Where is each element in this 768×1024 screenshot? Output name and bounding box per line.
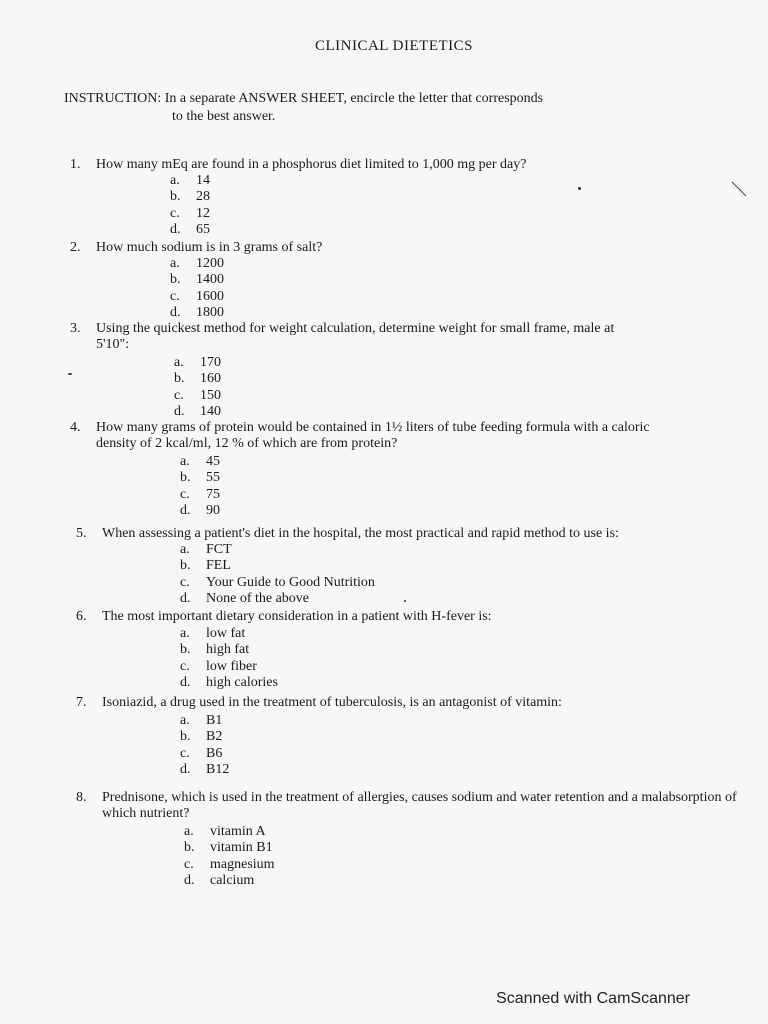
choice-c: c. magnesium: [184, 856, 275, 872]
instruction-line2: to the best answer.: [172, 109, 276, 124]
scan-speck: [578, 187, 581, 190]
choice-b: b. 160: [174, 371, 221, 387]
question-7: [76, 695, 716, 778]
choice-c: c. 150: [174, 387, 221, 403]
choice-d: d. 1800: [170, 304, 224, 320]
choice-b: b. high fat: [180, 642, 250, 658]
choice-a: a. 45: [180, 454, 220, 469]
choice-list: [170, 256, 670, 321]
choice-list: [184, 824, 746, 889]
choice-d: d. None of the above: [180, 590, 310, 606]
question-4: [70, 420, 670, 519]
question-5: [76, 526, 716, 607]
choice-d: d. high calories: [180, 674, 278, 690]
scan-speck: [68, 373, 72, 375]
choice-d: d. B12: [180, 761, 230, 777]
question-1: [70, 157, 670, 238]
question-number: 5.: [76, 526, 87, 541]
choice-d: d. calcium: [184, 872, 255, 888]
question-text: How much sodium is in 3 grams of salt?: [96, 240, 323, 255]
question-number: 4.: [70, 420, 81, 435]
instruction-line1: In a separate ANSWER SHEET, encircle the letter that corresponds: [164, 91, 544, 106]
question-text: When assessing a patient's diet in the hospital, the most practical and rapid method to use is:: [102, 526, 619, 541]
question-text: Using the quickest method for weight calculation, determine weight for small frame, male at 5'10":: [96, 321, 615, 352]
question-3: [70, 321, 640, 420]
choice-a: a. vitamin A: [184, 824, 266, 839]
question-number: 8.: [76, 790, 87, 805]
instruction-label: INSTRUCTION:: [64, 91, 162, 106]
question-text: The most important dietary consideration in a patient with H-fever is:: [102, 609, 492, 624]
choice-c: c. 12: [170, 205, 210, 221]
choice-list: [180, 713, 716, 778]
instruction-block: [64, 90, 624, 126]
choice-d: d. 140: [174, 403, 221, 419]
choice-b: b. 28: [170, 189, 210, 205]
choice-list: [174, 355, 640, 420]
choice-a: a. FCT: [180, 542, 232, 557]
question-number: 6.: [76, 609, 87, 624]
question-number: 2.: [70, 240, 81, 255]
choice-a: a. 1200: [170, 256, 224, 271]
question-2: [70, 240, 670, 321]
question-8: [76, 790, 746, 889]
question-number: 3.: [70, 321, 81, 336]
scan-speck: [404, 600, 406, 602]
choice-b: b. FEL: [180, 558, 231, 574]
question-text: How many mEq are found in a phosphorus diet limited to 1,000 mg per day?: [96, 157, 527, 172]
question-text: Prednisone, which is used in the treatment of allergies, causes sodium and water retention and a malabsorption of which nutrient?: [102, 790, 737, 821]
choice-b: b. B2: [180, 729, 223, 745]
choice-c: c. B6: [180, 745, 223, 761]
choice-c: c. Your Guide to Good Nutrition: [180, 574, 375, 590]
question-text: How many grams of protein would be contained in 1½ liters of tube feeding formula with a caloric density of 2 kcal/ml, 12 % of which are from protein?: [96, 420, 650, 451]
choice-list: [180, 454, 670, 519]
choice-c: c. 75: [180, 486, 220, 502]
question-text: Isoniazid, a drug used in the treatment of tuberculosis, is an antagonist of vitamin:: [102, 695, 562, 710]
choice-b: b. 1400: [170, 272, 224, 288]
choice-d: d. 65: [170, 221, 210, 237]
choice-a: a. B1: [180, 713, 223, 728]
scan-mark: [730, 180, 750, 200]
question-6: [76, 609, 676, 691]
choice-list: [180, 542, 716, 607]
question-number: 7.: [76, 695, 87, 710]
choice-d: d. 90: [180, 502, 220, 518]
choice-a: a. 14: [170, 173, 210, 188]
choice-c: c. low fiber: [180, 658, 257, 674]
page-title: CLINICAL DIETETICS: [314, 38, 473, 54]
choice-a: a. 170: [174, 355, 221, 370]
choice-list: [170, 173, 670, 238]
choice-c: c. 1600: [170, 288, 224, 304]
choice-list: [180, 626, 676, 691]
question-number: 1.: [70, 157, 81, 172]
choice-a: a. low fat: [180, 626, 246, 641]
choice-b: b. 55: [180, 470, 220, 486]
camscanner-watermark: Scanned with CamScanner: [496, 990, 690, 1007]
choice-b: b. vitamin B1: [184, 840, 273, 856]
